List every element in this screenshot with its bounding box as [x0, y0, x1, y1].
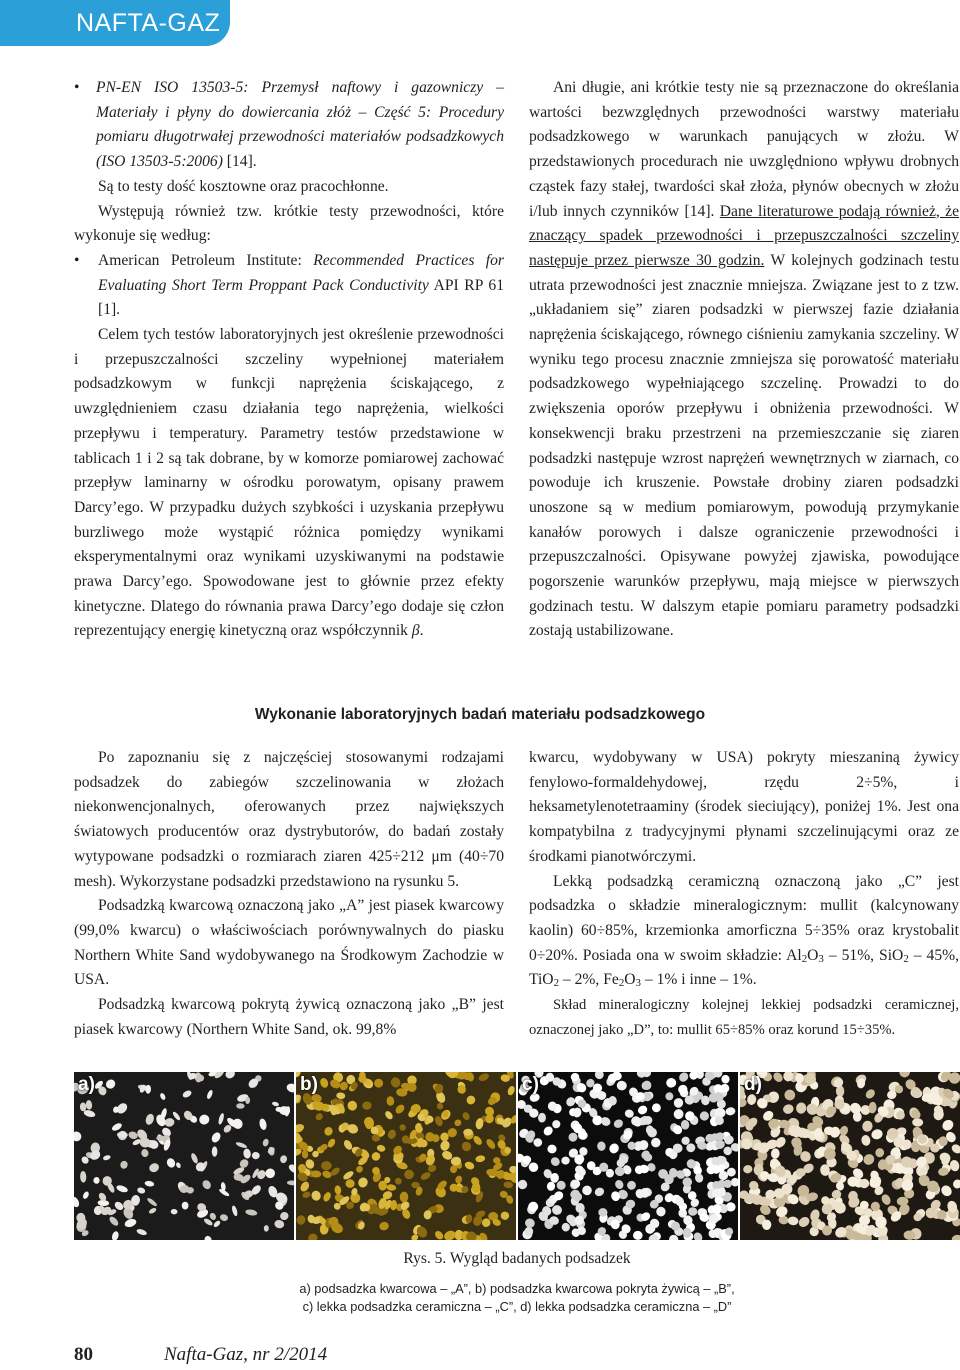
grain	[148, 1162, 161, 1174]
grain	[636, 1104, 649, 1116]
proppant-a-paragraph: Podsadzką kwarcową oznaczoną jako „A” jest piasek kwarcowy (99,0% kwarcu) o właściwościach porównywalnych do piasku Northern White Sand wydobywanego na Środkowym Zachodzie w USA.	[74, 897, 504, 989]
photo-label-a: a)	[78, 1074, 95, 1095]
api-ref: API RP 61 [1].	[98, 276, 504, 319]
grain	[454, 1175, 463, 1185]
grain	[209, 1212, 218, 1221]
section-heading: Wykonanie laboratoryjnych badań materiału podsadzkowego	[254, 706, 706, 723]
grain	[952, 1235, 960, 1240]
grain	[394, 1103, 406, 1115]
oxygen-o: O	[807, 946, 819, 964]
grain	[347, 1100, 358, 1112]
grain	[108, 1215, 120, 1227]
grain	[302, 1191, 312, 1199]
grain	[433, 1229, 444, 1240]
grain	[478, 1072, 490, 1082]
sub-3: 3	[635, 977, 641, 990]
photo-quartz-sand	[74, 1072, 294, 1240]
journal-issue: Nafta-Gaz, nr 2/2014	[164, 1344, 328, 1365]
grain	[104, 1078, 117, 1091]
grain	[355, 1164, 365, 1174]
grain	[141, 1148, 150, 1157]
photo-label-d: d)	[744, 1074, 762, 1095]
grain	[307, 1233, 318, 1240]
grain	[771, 1148, 780, 1159]
grain	[213, 1220, 222, 1229]
grain	[322, 1191, 332, 1203]
grain	[500, 1211, 510, 1221]
grain	[310, 1189, 322, 1202]
grain	[272, 1101, 280, 1107]
grain	[683, 1228, 692, 1238]
grain	[465, 1094, 476, 1105]
grain	[949, 1159, 960, 1172]
grain	[373, 1077, 385, 1089]
grain	[116, 1184, 129, 1194]
grain	[258, 1118, 267, 1131]
grain	[276, 1107, 283, 1112]
grain	[440, 1132, 449, 1141]
c-text-b: – 51%, SiO	[823, 946, 904, 964]
ceramic-c-image	[518, 1072, 738, 1240]
grain	[287, 1163, 294, 1175]
grain	[80, 1171, 87, 1183]
grain	[782, 1103, 795, 1115]
grain	[88, 1148, 102, 1161]
bottom-left-column	[74, 746, 504, 1042]
grain	[136, 1187, 145, 1195]
photo-label-c: c)	[522, 1074, 539, 1095]
journal-tag: NAFTA-GAZ	[76, 8, 221, 37]
proppant-d-paragraph: Skład mineralogiczny kolejnej lekkiej podsadzki ceramicznej, oznaczonej jako „D”, to: mullit 65÷85% oraz korund 15÷35%.	[529, 997, 959, 1038]
grain	[518, 1178, 529, 1191]
grain	[144, 1180, 154, 1187]
api-org: American Petroleum Institute:	[98, 251, 314, 269]
grain	[146, 1197, 158, 1208]
grain	[217, 1113, 224, 1126]
grain	[376, 1144, 386, 1153]
grain	[287, 1180, 294, 1185]
grain	[564, 1095, 577, 1108]
grain	[783, 1088, 796, 1101]
grain	[85, 1100, 92, 1110]
grain	[224, 1072, 236, 1080]
top-left-column	[74, 76, 504, 644]
grain	[93, 1177, 99, 1184]
grain	[940, 1118, 955, 1133]
grain	[190, 1152, 199, 1164]
top-right-column	[529, 76, 959, 644]
grain	[538, 1113, 547, 1123]
grain	[279, 1210, 290, 1221]
grain	[787, 1216, 799, 1226]
grain	[159, 1092, 166, 1100]
grain	[897, 1072, 912, 1079]
ceramic-d-image	[740, 1072, 960, 1240]
grain	[546, 1181, 555, 1191]
grain	[664, 1091, 675, 1102]
grain	[326, 1137, 336, 1148]
grain	[542, 1125, 555, 1138]
page-number: 80	[74, 1344, 93, 1365]
proppant-b-paragraph: Podsadzką kwarcową pokrytą żywicą oznaczoną jako „B” jest piasek kwarcowy (Northern White Sand, ok. 99,8%	[74, 996, 504, 1038]
grain	[771, 1072, 784, 1084]
grain	[633, 1230, 643, 1240]
grain	[860, 1134, 871, 1146]
grain	[286, 1082, 294, 1093]
grain	[182, 1202, 189, 1210]
grain	[82, 1191, 90, 1200]
grain	[725, 1107, 736, 1116]
grain	[672, 1108, 685, 1121]
grain	[274, 1219, 285, 1229]
bottom-right-column	[529, 746, 959, 1042]
grain	[692, 1231, 704, 1240]
grain	[561, 1222, 571, 1232]
grain	[262, 1138, 270, 1147]
grain	[236, 1103, 244, 1109]
grain	[597, 1141, 606, 1151]
grain	[74, 1196, 81, 1209]
grain	[612, 1118, 624, 1129]
grain	[509, 1166, 516, 1173]
goal-text: Celem tych testów laboratoryjnych jest określenie przewodności i przepuszczalności szczeliny wypełnionej materiałem podsadzkowym w funkcji naprężenia ściskającego, z uwzględnieniem czasu działania tego naprężenia, wielkości przepływu i temperatury. Parametry testów przedstawione w tablicach 1 i 2 są tak dobrane, by w komorze pomiarowej zachować przepływ laminarny w ośrodku porowatym, opisany prawem Darcy’ego. W przypadku dużych szybkości i uzyskania przepływu burzliwego może wystąpić różnica pomiędzy wynikami eksperymentalnymi oraz wynikami uzyskiwanymi na podstawie prawa Darcy’ego. Spowodowane jest to głównie przez efekty kinetyczne. Dlatego do równania prawa Darcy’ego dodaje się człon reprezentujący energię kinetyczną oraz współczynnik	[74, 326, 504, 640]
grain	[699, 1110, 711, 1122]
photo-resin-coated-sand	[296, 1072, 516, 1240]
grain	[848, 1101, 863, 1117]
sub-2: 2	[553, 977, 560, 990]
c-text-c: – 45%, TiO	[529, 946, 959, 989]
standards-list	[74, 76, 504, 175]
proppant-b-continued: kwarcu, wydobywany w USA) pokryty mieszaniną żywicy fenylowo-formaldehydowej, rzędu 2÷5%, i heksametylenotetraaminy (środek sieciujący), poniżej 1%. Jest ona kompatybilna z tradycyjnymi płynami szczelinującymi oraz ze środkami pianotwórczymi.	[529, 749, 959, 865]
grain	[453, 1118, 462, 1127]
grain	[443, 1229, 458, 1240]
grain	[503, 1181, 513, 1189]
sub-2: 2	[801, 952, 808, 965]
grain	[136, 1228, 148, 1236]
grain	[880, 1193, 892, 1207]
tests-limitations-paragraph	[529, 76, 959, 644]
grain	[950, 1143, 960, 1156]
grain	[80, 1102, 87, 1111]
grain	[197, 1113, 211, 1126]
grain	[219, 1213, 229, 1222]
grain	[912, 1118, 923, 1127]
short-tests-line: Występują również tzw. krótkie testy przewodności, które wykonuje się według:	[74, 202, 504, 245]
short-tests-list	[74, 249, 504, 323]
grain	[797, 1215, 811, 1229]
grain	[386, 1096, 395, 1106]
c-text-d: – 2%, Fe	[559, 971, 619, 989]
grain	[384, 1110, 395, 1121]
grain	[279, 1155, 288, 1164]
grain	[743, 1164, 754, 1174]
grain	[651, 1138, 660, 1148]
grain	[599, 1115, 612, 1127]
grain	[342, 1170, 355, 1182]
grain	[165, 1157, 176, 1169]
grain	[231, 1205, 238, 1217]
grain	[334, 1185, 342, 1195]
grain	[127, 1130, 138, 1140]
grain	[580, 1184, 593, 1197]
grain	[561, 1156, 570, 1164]
grain	[319, 1077, 330, 1089]
standard-item-api	[74, 249, 504, 323]
grain	[314, 1112, 324, 1122]
grain	[296, 1123, 305, 1135]
grain	[938, 1151, 952, 1164]
grain	[389, 1076, 402, 1089]
grain	[321, 1161, 332, 1170]
iso-standard-ref: [14].	[222, 153, 257, 171]
grain	[378, 1221, 389, 1232]
sub-2: 2	[618, 977, 625, 990]
oxygen-o: O	[624, 971, 636, 989]
grain	[472, 1134, 484, 1146]
proppant-c-paragraph	[529, 870, 959, 994]
grain	[485, 1137, 497, 1150]
quartz-sand-image	[74, 1072, 294, 1240]
grain	[345, 1179, 355, 1188]
grain	[182, 1089, 193, 1099]
grain	[740, 1097, 747, 1107]
grain	[616, 1080, 627, 1090]
beta-symbol: β	[411, 622, 420, 640]
figure-caption-line-2: c) lekka podsadzka ceramiczna – „C”, d) lekka podsadzka ceramiczna – „D”	[302, 1299, 732, 1314]
grain	[475, 1155, 486, 1163]
limitations-text-b: W kolejnych godzinach testu utrata przewodności jest znacznie mniejsza. Związane jest to z tzw. „układaniem się” ziaren podsadzki w pierwszej fazie działania naprężenia ściskającego, równego ciśnieniu zamykania szczeliny. W wyniku tego procesu znacznie zmniejsza się porowatość materiału podsadzkowego wypełniającego szczelinę. Prowadzi to do zwiększenia oporów przepływu i obniżenia przewodności. W konsekwencji braku przestrzeni na przemieszczanie się ziaren podsadzki następuje wzrost naprężeń wewnętrznych w ziarnach, co powoduje ich kruszenie. Powstałe drobiny ziaren podsadzki unoszone są w medium pomiarowym, powodują przymykanie kanałów porowych i dalsze ograniczenie przewodności i przepuszczalności. Opisywane powyżej zjawiska, powodujące pogorszenie warunków przepływu, mają miejsce w pierwszych godzinach testu. W dalszym etapie pomiaru parametry podsadzki zostają ustabilizowane.	[529, 251, 959, 640]
grain	[677, 1072, 690, 1084]
sub-2: 2	[903, 952, 909, 965]
literature-underlined-text: Dane literaturowe podają również, że znaczący spadek przewodności i przepuszczalności szczeliny następuje przez pierwsze 30 godzin.	[529, 202, 959, 269]
c-text-a: Lekką podsadzką ceramiczną oznaczoną jako „C” jest podsadzka o składzie mineralogicznym: mullit (kalcynowany kaolin) 60÷85%, krzemionka amorficzna 5÷35% oraz krystobalit 0÷20%. Posiada ona w swoim składzie: Al	[529, 872, 959, 964]
grain	[939, 1183, 954, 1198]
grain	[464, 1160, 476, 1171]
grain	[243, 1148, 252, 1159]
grain	[387, 1128, 398, 1140]
grain	[608, 1142, 621, 1155]
grain	[870, 1128, 884, 1141]
grain	[386, 1184, 396, 1192]
grain	[206, 1089, 214, 1100]
grain	[594, 1072, 605, 1080]
grain	[362, 1115, 375, 1128]
grain	[263, 1167, 276, 1180]
grain	[299, 1180, 311, 1193]
grain	[551, 1118, 562, 1129]
grain	[362, 1101, 372, 1110]
grain	[301, 1150, 309, 1159]
grain	[111, 1122, 123, 1132]
grain	[461, 1111, 471, 1121]
grain	[394, 1177, 403, 1186]
grain	[656, 1206, 667, 1217]
grain	[111, 1230, 120, 1240]
grain	[148, 1207, 157, 1215]
grain	[651, 1102, 662, 1113]
grain	[399, 1191, 408, 1202]
grain	[549, 1155, 561, 1167]
resin-coated-sand-image	[296, 1072, 516, 1240]
photo-ceramic-c	[518, 1072, 738, 1240]
grain	[593, 1186, 605, 1197]
grain	[666, 1078, 676, 1088]
grain	[252, 1152, 260, 1160]
grain	[614, 1179, 626, 1191]
grain	[370, 1151, 382, 1163]
grain	[74, 1130, 83, 1143]
grain	[874, 1147, 884, 1158]
grain	[788, 1125, 798, 1136]
grain	[484, 1113, 495, 1124]
photo-label-b: b)	[300, 1074, 318, 1095]
grain	[524, 1217, 537, 1229]
api-title: Recommended Practices for Evaluating Short Term Proppant Pack Conductivity	[98, 251, 504, 294]
grain	[264, 1225, 269, 1232]
grain	[506, 1085, 516, 1096]
grain	[864, 1087, 877, 1100]
limitations-text-a: Ani długie, ani krótkie testy nie są przeznaczone do określania wartości bezwzględnych przewodności warstwy materiału podsadzkowego w warunkach panujących w złożu. W przedstawionych procedurach nie uwzględniono wpływu drobnych cząstek fazy stałej, twardości skał złoża, płynów obecnych w złożu i/lub innych czynników [14].	[529, 79, 959, 220]
grain	[436, 1102, 444, 1110]
standard-item-iso	[74, 76, 504, 175]
grain	[796, 1102, 807, 1114]
photo-ceramic-d	[740, 1072, 960, 1240]
grain	[547, 1144, 557, 1153]
costly-tests-line: Są to testy dość kosztowne oraz pracochłonne.	[98, 177, 389, 195]
grain	[336, 1092, 346, 1100]
grain	[102, 1154, 111, 1161]
grain	[402, 1168, 415, 1181]
sub-3: 3	[818, 952, 824, 965]
grain	[861, 1119, 874, 1133]
grain	[688, 1207, 697, 1216]
grain	[323, 1126, 334, 1137]
grain	[625, 1179, 637, 1191]
grain	[144, 1113, 155, 1126]
grain	[682, 1177, 693, 1187]
grain	[419, 1171, 431, 1182]
grain	[861, 1152, 876, 1167]
grain	[203, 1235, 213, 1240]
grain	[952, 1179, 960, 1190]
goal-period: .	[419, 622, 424, 640]
c-text-e: – 1% i inne – 1%.	[640, 971, 757, 989]
grain	[175, 1162, 182, 1169]
proppant-selection-paragraph: Po zapoznaniu się z najczęściej stosowanymi rodzajami podsadzek do zabiegów szczelinowania w złożach niekonwencjonalnych, oferowanych przez największych światowych producentów oraz dystrybutorów, do badań zostały wytypowane podsadzki o rozmiarach ziaren 425÷212 μm (40÷70 mesh). Wykorzystane podsadzki przedstawiono na rysunku 5.	[74, 749, 504, 890]
grain	[296, 1214, 307, 1226]
grain	[212, 1146, 218, 1156]
grain	[201, 1179, 213, 1191]
grain	[210, 1131, 222, 1144]
grain	[838, 1125, 849, 1137]
figure-caption-line-1: a) podsadzka kwarcowa – „A”, b) podsadzka kwarcowa pokryta żywicą – „B”,	[299, 1281, 735, 1296]
grain	[119, 1160, 128, 1170]
grain	[171, 1209, 178, 1215]
goal-paragraph	[74, 323, 504, 644]
grain	[460, 1140, 473, 1153]
journal-header-tab	[0, 0, 230, 46]
grain	[124, 1217, 138, 1228]
grain	[245, 1209, 258, 1217]
grain	[721, 1075, 729, 1084]
grain	[399, 1124, 407, 1132]
grain	[321, 1170, 332, 1180]
grain	[235, 1141, 248, 1149]
iso-standard-title: PN-EN ISO 13503-5: Przemysł naftowy i gazowniczy – Materiały i płyny do dowiercania złóż – Część 5: Procedury pomiaru długotrwałej przewodności materiałów podsadzkowych (ISO 13503-5:2006)	[96, 79, 504, 171]
grain	[672, 1097, 684, 1109]
grain	[357, 1176, 370, 1189]
figure-caption-title: Rys. 5. Wygląd badanych podsadzek	[403, 1250, 631, 1267]
